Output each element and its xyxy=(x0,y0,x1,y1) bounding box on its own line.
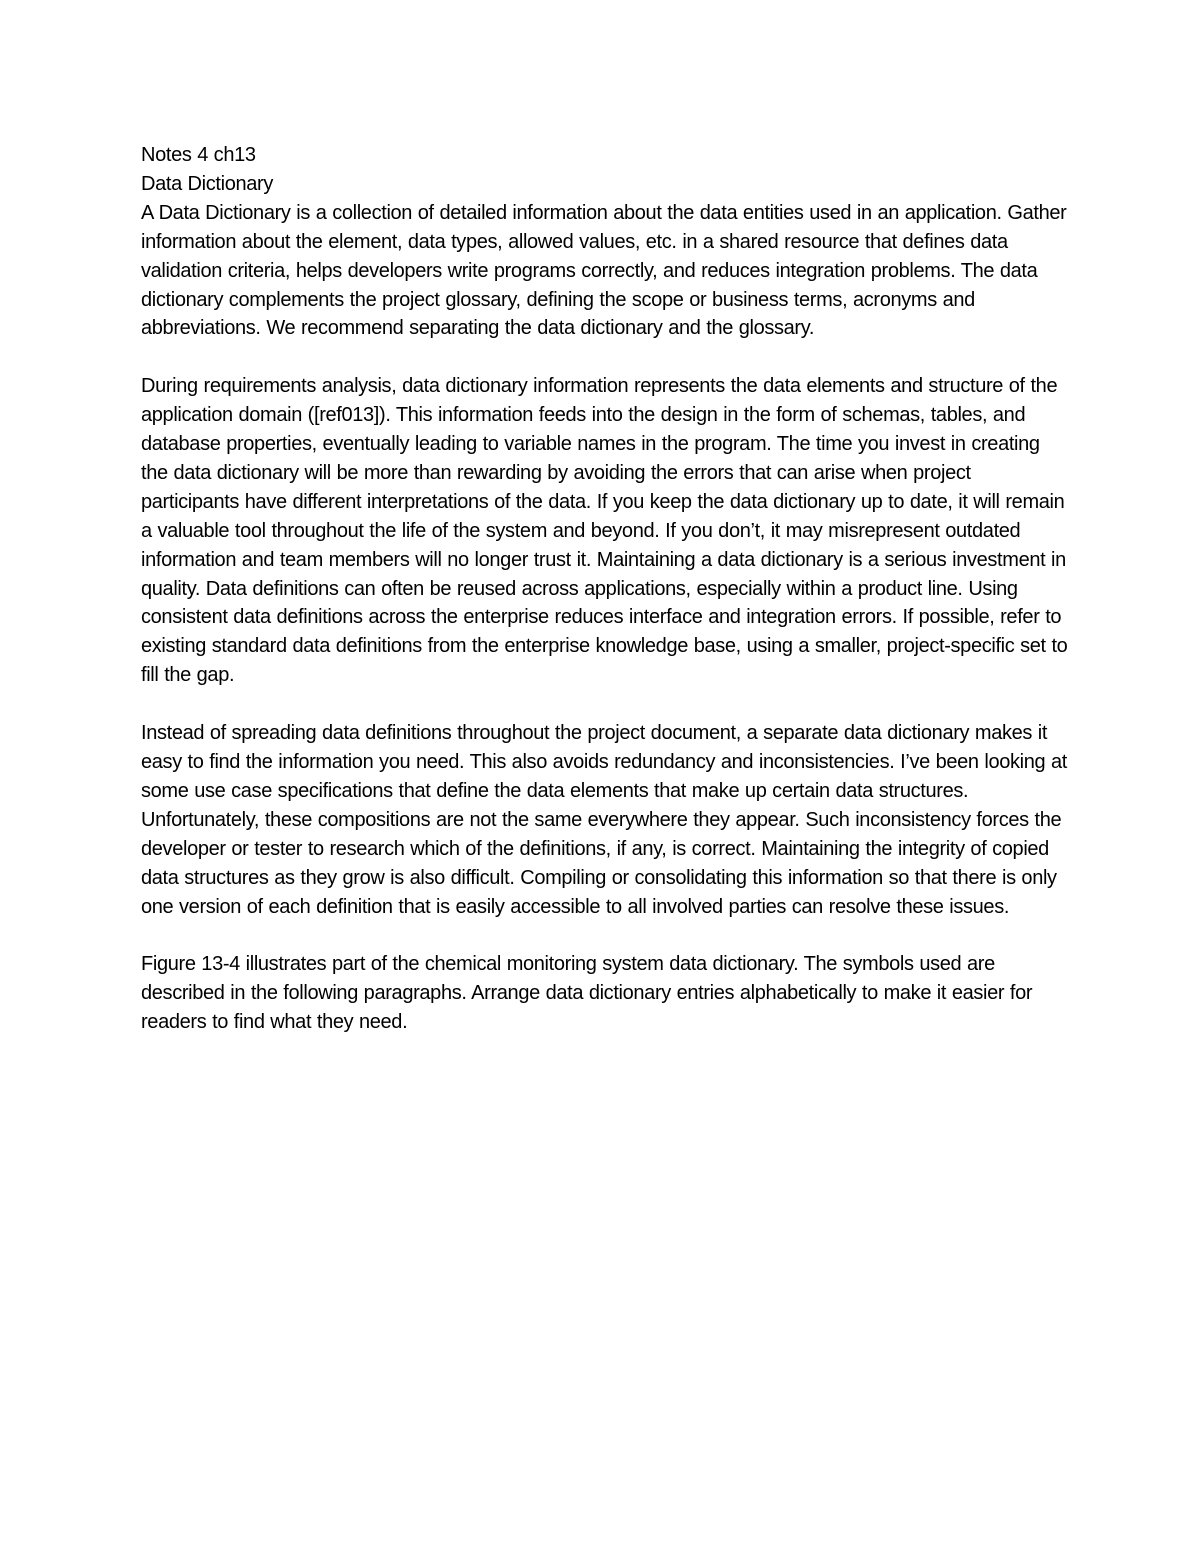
paragraph-4-text: Figure 13-4 illustrates part of the chemical monitoring system data dictionary. The symbols used are described in the following paragraphs. Arrange data dictionary entries alphabetically to make it easier for readers to find what they need. xyxy=(141,953,1033,1034)
document-title: Notes 4 ch13 xyxy=(141,144,256,166)
paragraph-4 xyxy=(141,950,1071,1037)
paragraph-2-text: During requirements analysis, data dictionary information represents the data elements and structure of the application domain ([ref013]). This information feeds into the design in the form of schemas, tables, and database properties, eventually leading to variable names in the program. The time you invest in creating the data dictionary will be more than rewarding by avoiding the errors that can arise when project participants have different interpretations of the data. If you keep the data dictionary up to date, it will remain a valuable tool throughout the life of the system and beyond. If you don’t, it may misrepresent outdated information and team members will no longer trust it. Maintaining a data dictionary is a serious investment in quality. Data definitions can often be reused across applications, especially within a product line. Using consistent data definitions across the enterprise reduces interface and integration errors. If possible, refer to existing standard data definitions from the enterprise knowledge base, using a smaller, project-specific set to fill the gap. xyxy=(141,375,1068,687)
paragraph-3-text: Instead of spreading data definitions throughout the project document, a separate data dictionary makes it easy to find the information you need. This also avoids redundancy and inconsistencies. I’ve been looking at some use case specifications that define the data elements that make up certain data structures. Unfortunately, these compositions are not the same everywhere they appear. Such inconsistency forces the developer or tester to research which of the definitions, if any, is correct. Maintaining the integrity of copied data structures as they grow is also difficult. Compiling or consolidating this information so that there is only one version of each definition that is easily accessible to all involved parties can resolve these issues. xyxy=(141,722,1067,918)
paragraph-1 xyxy=(141,199,1071,344)
paragraph-1-text: A Data Dictionary is a collection of detailed information about the data entities used in an application. Gather information about the element, data types, allowed values, etc. in a shared resource that defines data validation criteria, helps developers write programs correctly, and reduces integration problems. The data dictionary complements the project glossary, defining the scope or business terms, acronyms and abbreviations. We recommend separating the data dictionary and the glossary. xyxy=(141,201,1067,340)
section-heading: Data Dictionary xyxy=(141,172,273,195)
document-body xyxy=(141,141,1071,1066)
paragraph-3 xyxy=(141,719,1071,921)
paragraph-2 xyxy=(141,372,1071,690)
